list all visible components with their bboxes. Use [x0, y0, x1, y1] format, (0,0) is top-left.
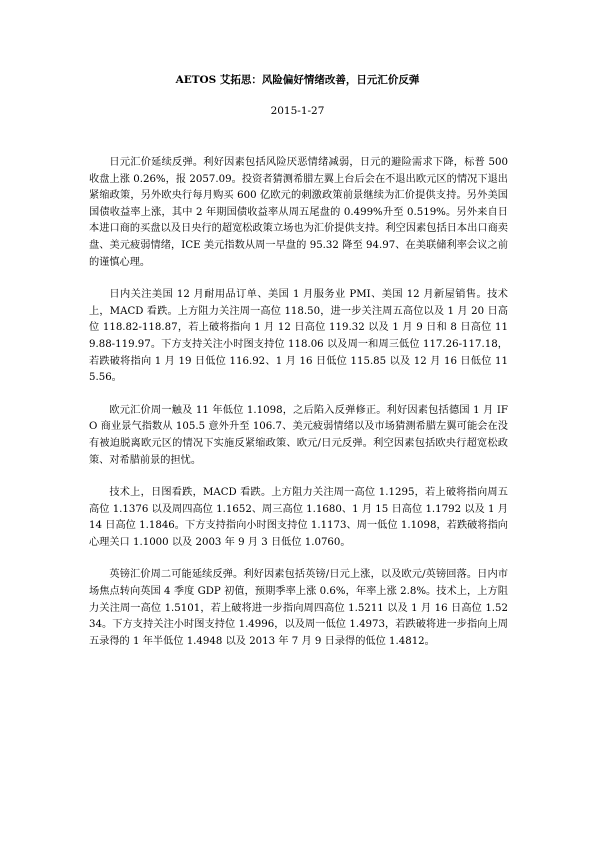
paragraph-yen-technical: 日内关注美国 12 月耐用品订单、美国 1 月服务业 PMI、美国 12 月新屋销售。技术上，MACD 看跌。上方阻力关注周一高位 118.50，进一步关注周五高位以及 1 月 20 日高位 118.82-118.87，若上破将指向 1 月 12 日高位 119.32 以及 1 月 9 日和 8 日高位 119.88-119.97。下方支持关注小时图支持位 118.06 以及周一和周三低位 117.26-117.18，若跌破将指向 1 月 19 日低位 116.92、1 月 16 日低位 115.85 以及 12 月 16 日低位 115.56。 [89, 289, 508, 384]
paragraph-euro-technical: 技术上，日图看跌，MACD 看跌。上方阻力关注周一高位 1.1295，若上破将指向周五高位 1.1376 以及周四高位 1.1652、周三高位 1.1680、1 月 15 日高位 1.1792 以及 1 月 14 日高位 1.1846。下方支持指向小时图支持位 1.1173、周一低位 1.1098，若跌破将指向心理关口 1.1000 以及 2003 年 9 月 3 日低位 1.0760。 [89, 487, 508, 548]
document-date: 2015-1-27 [270, 105, 325, 117]
paragraph-pound: 英镑汇价周二可能延续反弹。利好因素包括英镑/日元上涨，以及欧元/英镑回落。日内市场焦点转向英国 4 季度 GDP 初值，预期季率上涨 0.6%，年率上涨 2.8%。技术上，上方阻力关注周一高位 1.5101，若上破将进一步指向周四高位 1.5211 以及 1 月 16 日高位 1.5234。下方支持关注小时图支持位 1.4996，以及周一低位 1.4973，若跌破将进一步指向上周五录得的 1 年半低位 1.4948 以及 2013 年 7 月 9 日录得的低位 1.4812。 [89, 569, 508, 647]
document-body [89, 155, 508, 666]
document-title: AETOS 艾拓思：风险偏好情绪改善，日元汇价反弹 [175, 74, 420, 86]
paragraph-euro: 欧元汇价周一触及 11 年低位 1.1098，之后陷入反弹修正。利好因素包括德国 1 月 IFO 商业景气指数从 105.5 意外升至 106.7、美元疲弱情绪以及市场猜测希腊左翼可能会在没有被迫脱离欧元区的情况下实施反紧缩政策、欧元/日元反弹。利空因素包括欧央行超宽松政策、对希腊前景的担忧。 [89, 404, 508, 466]
paragraph-yen: 日元汇价延续反弹。利好因素包括风险厌恶情绪减弱，日元的避险需求下降，标普 500 收盘上涨 0.26%，报 2057.09。投资者猜测希腊左翼上台后会在不退出欧元区的情况下退出紧缩政策，另外欧央行每月购买 600 亿欧元的刺激政策前景继续为汇价提供支持。另外美国国债收益率上涨，其中 2 年期国债收益率从周五尾盘的 0.499%升至 0.519%。另外来自日本进口商的买盘以及日央行的超宽松政策立场也为汇价提供支持。利空因素包括日本出口商卖盘、美元疲弱情绪，ICE 美元指数从周一早盘的 95.32 降至 94.97、在美联储利率会议之前的谨慎心理。 [89, 157, 508, 268]
